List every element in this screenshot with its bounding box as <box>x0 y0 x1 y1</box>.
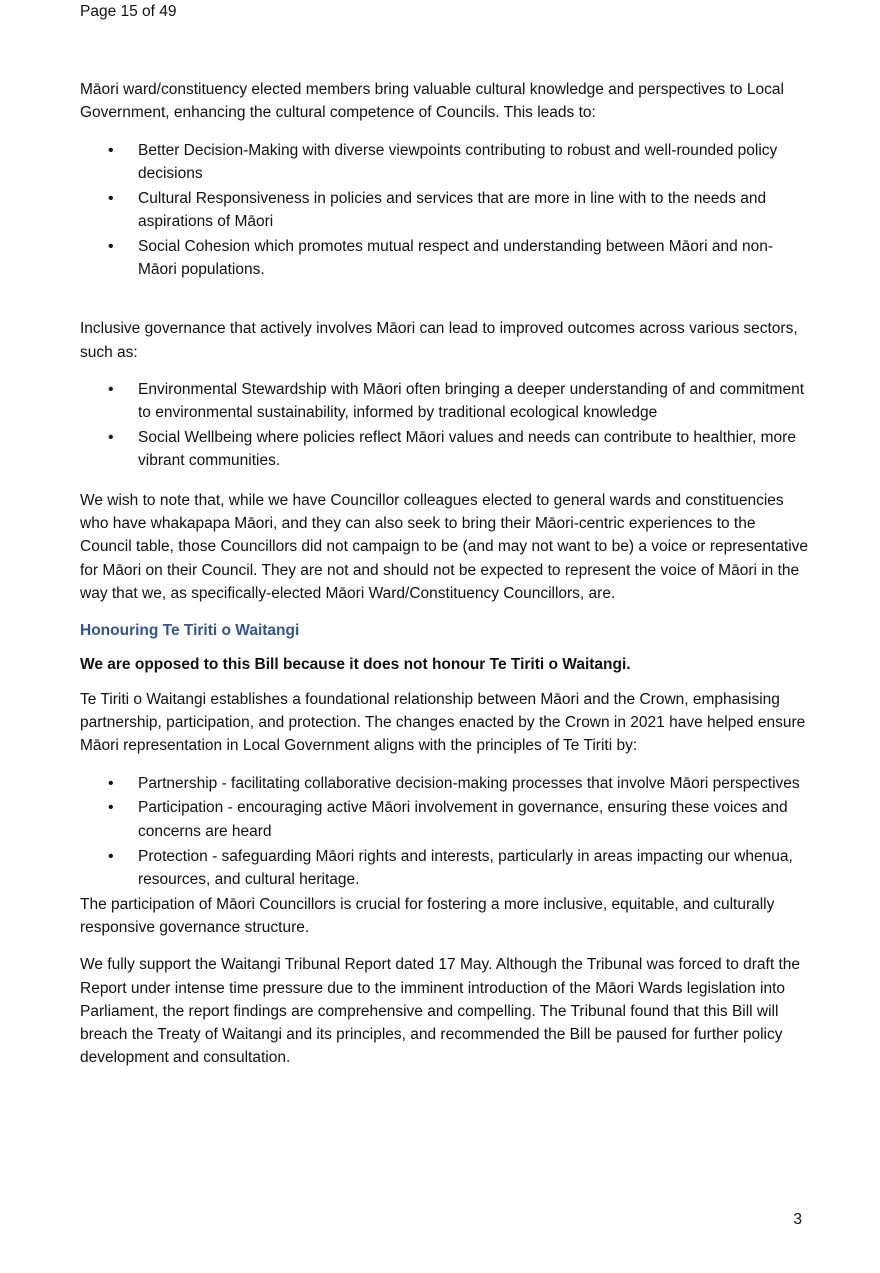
opposition-statement: We are opposed to this Bill because it does not honour Te Tiriti o Waitangi. <box>80 656 631 674</box>
page-indicator: Page 15 of 49 <box>80 3 177 20</box>
list-item: • Partnership - facilitating collaborative decision-making processes that involve Māori perspectives <box>80 772 810 795</box>
support-paragraph: We fully support the Waitangi Tribunal Report dated 17 May. Although the Tribunal was forced to draft the Report under intense time pressure due to the imminent introduction of the Māori Wards legislation into Parliament, the report findings are comprehensive and compelling. The Tribunal found that this Bill will breach the Treaty of Waitangi and its principles, and recommended the Bill be paused for further policy development and consultation. <box>80 956 801 1067</box>
list-item: • Protection - safeguarding Māori rights and interests, particularly in areas impacting our whenua, resources, and cultural heritage. <box>80 845 810 892</box>
document-body <box>80 78 810 1084</box>
list-item: • Cultural Responsiveness in policies and services that are more in line with to the needs and aspirations of Māori <box>80 187 810 234</box>
note-paragraph: We wish to note that, while we have Councillor colleagues elected to general wards and constituencies who have whakapapa Māori, and they can also seek to bring their Māori-centric experiences to the Council table, those Councillors did not campaign to be (and may not want to be) a voice or representative for Māori on their Council. They are not and should not be expected to represent the voice of Māori in the way that we, as specifically-elected Māori Ward/Constituency Councillors, are. <box>80 491 809 602</box>
list-item: • Participation - encouraging active Māori involvement in governance, ensuring these voices and concerns are heard <box>80 796 810 843</box>
tiriti-paragraph: Te Tiriti o Waitangi establishes a foundational relationship between Māori and the Crown, emphasising partnership, participation, and protection. The changes enacted by the Crown in 2021 have helped ensure Māori representation in Local Government aligns with the principles of Te Tiriti by: <box>80 690 806 755</box>
benefits-list <box>80 139 810 282</box>
outcomes-list <box>80 378 810 473</box>
list-item: • Social Cohesion which promotes mutual respect and understanding between Māori and non-Māori populations. <box>80 235 810 282</box>
page-number: 3 <box>793 1211 802 1228</box>
list-item: • Better Decision-Making with diverse viewpoints contributing to robust and well-rounded policy decisions <box>80 139 810 186</box>
intro-paragraph: Māori ward/constituency elected members bring valuable cultural knowledge and perspectives to Local Government, enhancing the cultural competence of Councils. This leads to: <box>80 81 784 122</box>
principles-list <box>80 772 810 891</box>
list-item: • Environmental Stewardship with Māori often bringing a deeper understanding of and commitment to environmental sustainability, informed by traditional ecological knowledge <box>80 378 810 425</box>
list-item: • Social Wellbeing where policies reflect Māori values and needs can contribute to healthier, more vibrant communities. <box>80 426 810 473</box>
participation-paragraph: The participation of Māori Councillors is crucial for fostering a more inclusive, equitable, and culturally responsive governance structure. <box>80 895 775 936</box>
inclusive-paragraph: Inclusive governance that actively involves Māori can lead to improved outcomes across various sectors, such as: <box>80 320 798 361</box>
section-heading: Honouring Te Tiriti o Waitangi <box>80 622 300 640</box>
